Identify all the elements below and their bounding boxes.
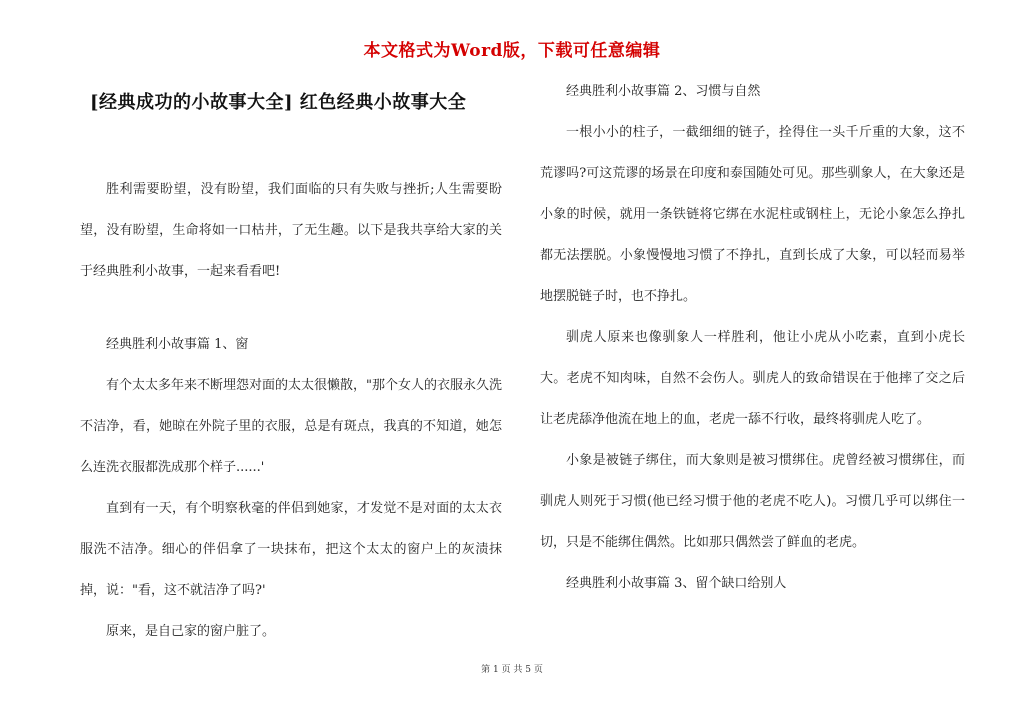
edit-format-banner: 本文格式为Word版，下载可任意编辑: [363, 41, 661, 61]
right-column: [540, 71, 965, 604]
story2-paragraph-2: 驯虎人原来也像驯象人一样胜利，他让小虎从小吃素，直到小虎长大。老虎不知肉味，自然不会伤人。驯虎人的致命错误在于他摔了交之后让老虎舔净他流在地上的血，老虎一舔不行收，最终将驯虎人吃了。: [540, 330, 965, 427]
story2-heading: 经典胜利小故事篇 2、习惯与自然: [566, 84, 761, 99]
story2-paragraph-3: 小象是被链子绑住，而大象则是被习惯绑住。虎曾经被习惯绑住，而驯虎人则死于习惯(他已经习惯于他的老虎不吃人)。习惯几乎可以绑住一切，只是不能绑住偶然。比如那只偶然尝了鲜血的老虎。: [540, 453, 965, 550]
left-column: [80, 75, 502, 652]
story2-paragraph-1: 一根小小的柱子，一截细细的链子，拴得住一头千斤重的大象，这不荒谬吗?可这荒谬的场景在印度和泰国随处可见。那些驯象人，在大象还是小象的时候，就用一条铁链将它绑在水泥柱或钢柱上，无论小象怎么挣扎都无法摆脱。小象慢慢地习惯了不挣扎，直到长成了大象，可以轻而易举地摆脱链子时，也不挣扎。: [540, 125, 965, 304]
story1-paragraph-1: 有个太太多年来不断埋怨对面的太太很懒散，"那个女人的衣服永久洗不洁净，看，她晾在外院子里的衣服，总是有斑点，我真的不知道，她怎么连洗衣服都洗成那个样子......': [80, 378, 502, 475]
page-number-footer: 第 1 页 共 5 页: [481, 665, 543, 675]
story1-paragraph-3: 原来，是自己家的窗户脏了。: [106, 624, 276, 639]
document-title: [经典成功的小故事大全] 红色经典小故事大全: [90, 92, 467, 113]
intro-paragraph: 胜利需要盼望，没有盼望，我们面临的只有失败与挫折;人生需要盼望，没有盼望，生命将如一口枯井，了无生趣。以下是我共享给大家的关于经典胜利小故事，一起来看看吧!: [80, 182, 502, 279]
story1-paragraph-2: 直到有一天，有个明察秋毫的伴侣到她家，才发觉不是对面的太太衣服洗不洁净。细心的伴侣拿了一块抹布，把这个太太的窗户上的灰渍抹掉，说："看，这不就洁净了吗?': [80, 501, 502, 598]
story3-heading: 经典胜利小故事篇 3、留个缺口给别人: [566, 576, 787, 591]
story1-heading: 经典胜利小故事篇 1、窗: [106, 337, 249, 352]
